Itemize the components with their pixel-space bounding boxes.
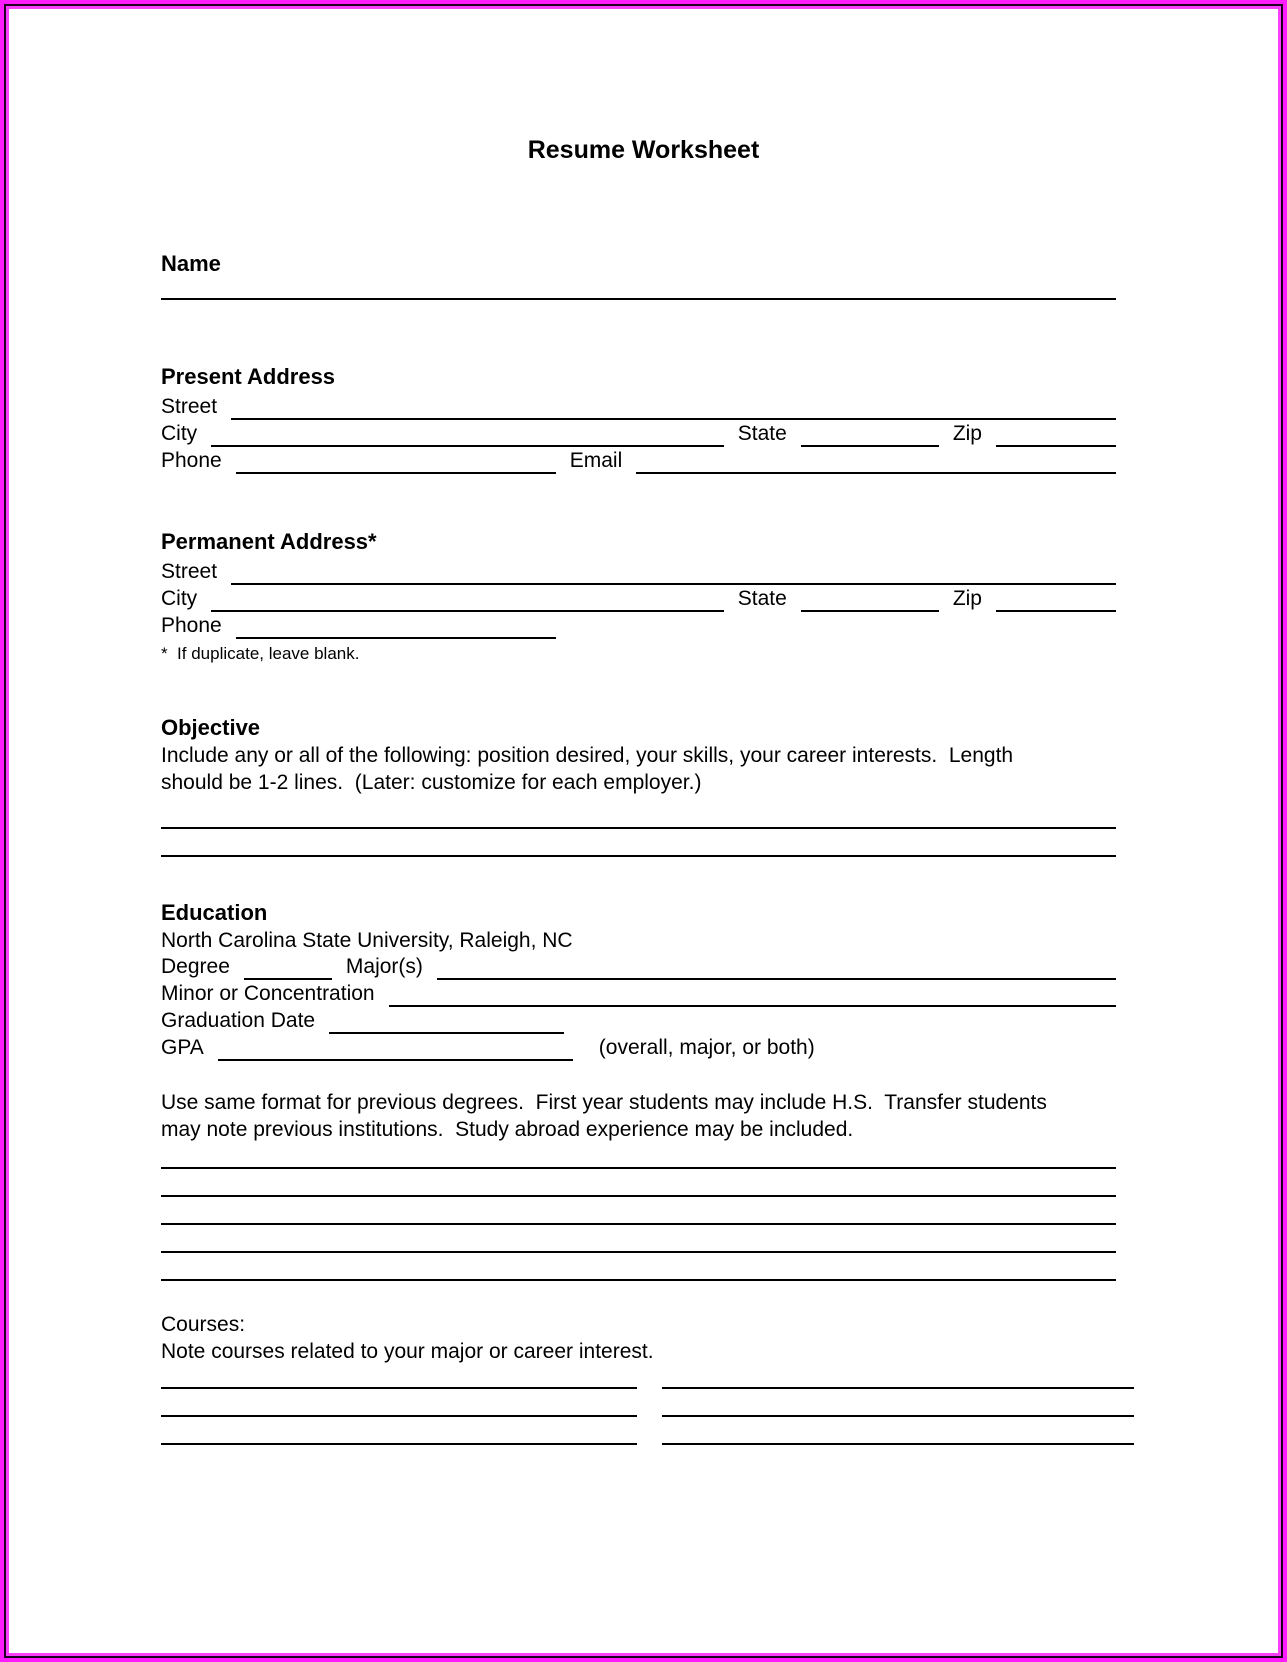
present-state-label: State bbox=[737, 422, 787, 445]
permanent-street-row bbox=[161, 559, 1116, 585]
heading-permanent-address: Permanent Address* bbox=[161, 529, 377, 554]
objective-description-line2: should be 1-2 lines. (Later: customize for each employer.) bbox=[161, 771, 702, 794]
courses-blank-line-left bbox=[161, 1415, 637, 1417]
courses-blank-line-right bbox=[662, 1443, 1134, 1445]
present-email-field-line bbox=[636, 472, 1116, 474]
present-email-label: Email bbox=[569, 449, 623, 472]
objective-blank-line bbox=[161, 855, 1116, 857]
graduation-date-row bbox=[161, 1008, 1116, 1034]
education-blank-line bbox=[161, 1167, 1116, 1169]
graduation-date-label: Graduation Date bbox=[161, 1009, 316, 1032]
education-blank-line bbox=[161, 1251, 1116, 1253]
graduation-date-field-line bbox=[329, 1032, 564, 1034]
minor-label: Minor or Concentration bbox=[161, 982, 375, 1005]
present-phone-field-line bbox=[236, 472, 556, 474]
permanent-city-field-line bbox=[211, 610, 724, 612]
permanent-phone-row bbox=[161, 613, 1116, 639]
present-city-row bbox=[161, 421, 1116, 447]
permanent-state-field-line bbox=[801, 610, 939, 612]
page-border-inner bbox=[6, 6, 1281, 1656]
major-label: Major(s) bbox=[345, 955, 423, 978]
heading-education: Education bbox=[161, 900, 268, 925]
present-phone-row bbox=[161, 448, 1116, 474]
present-phone-label: Phone bbox=[161, 449, 222, 472]
education-blank-line bbox=[161, 1195, 1116, 1197]
gpa-label: GPA bbox=[161, 1036, 204, 1059]
permanent-street-field-line bbox=[231, 583, 1116, 585]
courses-blank-line-left bbox=[161, 1387, 637, 1389]
permanent-zip-label: Zip bbox=[952, 587, 982, 610]
permanent-phone-field-line bbox=[236, 637, 556, 639]
present-zip-label: Zip bbox=[952, 422, 982, 445]
present-zip-field-line bbox=[996, 445, 1116, 447]
page-border-dark-line bbox=[4, 4, 1283, 1658]
objective-blank-line bbox=[161, 827, 1116, 829]
permanent-state-label: State bbox=[737, 587, 787, 610]
present-street-field-line bbox=[231, 418, 1116, 420]
objective-description-line1: Include any or all of the following: position desired, your skills, your career interests. Length bbox=[161, 744, 1014, 767]
major-field-line bbox=[437, 978, 1116, 980]
minor-row bbox=[161, 981, 1116, 1007]
permanent-zip-field-line bbox=[996, 610, 1116, 612]
permanent-street-label: Street bbox=[161, 560, 218, 583]
minor-field-line bbox=[389, 1005, 1116, 1007]
courses-blank-line-left bbox=[161, 1443, 637, 1445]
page-title: Resume Worksheet bbox=[527, 136, 760, 164]
courses-blank-line-right bbox=[662, 1387, 1134, 1389]
heading-present-address: Present Address bbox=[161, 364, 336, 389]
heading-courses: Courses: bbox=[161, 1313, 246, 1336]
heading-objective: Objective bbox=[161, 715, 261, 740]
education-note-line2: may note previous institutions. Study abroad experience may be included. bbox=[161, 1118, 854, 1141]
permanent-phone-label: Phone bbox=[161, 614, 222, 637]
courses-description: Note courses related to your major or career interest. bbox=[161, 1340, 654, 1363]
name-field-line bbox=[161, 298, 1116, 300]
present-city-label: City bbox=[161, 422, 198, 445]
resume-worksheet-page bbox=[9, 9, 1278, 1653]
education-school: North Carolina State University, Raleigh, NC bbox=[161, 929, 573, 952]
present-street-label: Street bbox=[161, 395, 218, 418]
degree-field-line bbox=[244, 978, 332, 980]
present-city-field-line bbox=[211, 445, 724, 447]
permanent-city-label: City bbox=[161, 587, 198, 610]
education-note-line1: Use same format for previous degrees. First year students may include H.S. Transfer students bbox=[161, 1091, 1047, 1114]
gpa-row bbox=[161, 1035, 1116, 1061]
heading-name: Name bbox=[161, 251, 221, 276]
gpa-field-line bbox=[218, 1059, 573, 1061]
education-blank-line bbox=[161, 1223, 1116, 1225]
degree-row bbox=[161, 954, 1116, 980]
courses-blank-line-right bbox=[662, 1415, 1134, 1417]
present-street-row bbox=[161, 394, 1116, 420]
duplicate-footnote: * If duplicate, leave blank. bbox=[161, 644, 360, 663]
degree-label: Degree bbox=[161, 955, 230, 978]
education-blank-line bbox=[161, 1279, 1116, 1281]
present-state-field-line bbox=[801, 445, 939, 447]
permanent-city-row bbox=[161, 586, 1116, 612]
gpa-note: (overall, major, or both) bbox=[598, 1036, 815, 1059]
